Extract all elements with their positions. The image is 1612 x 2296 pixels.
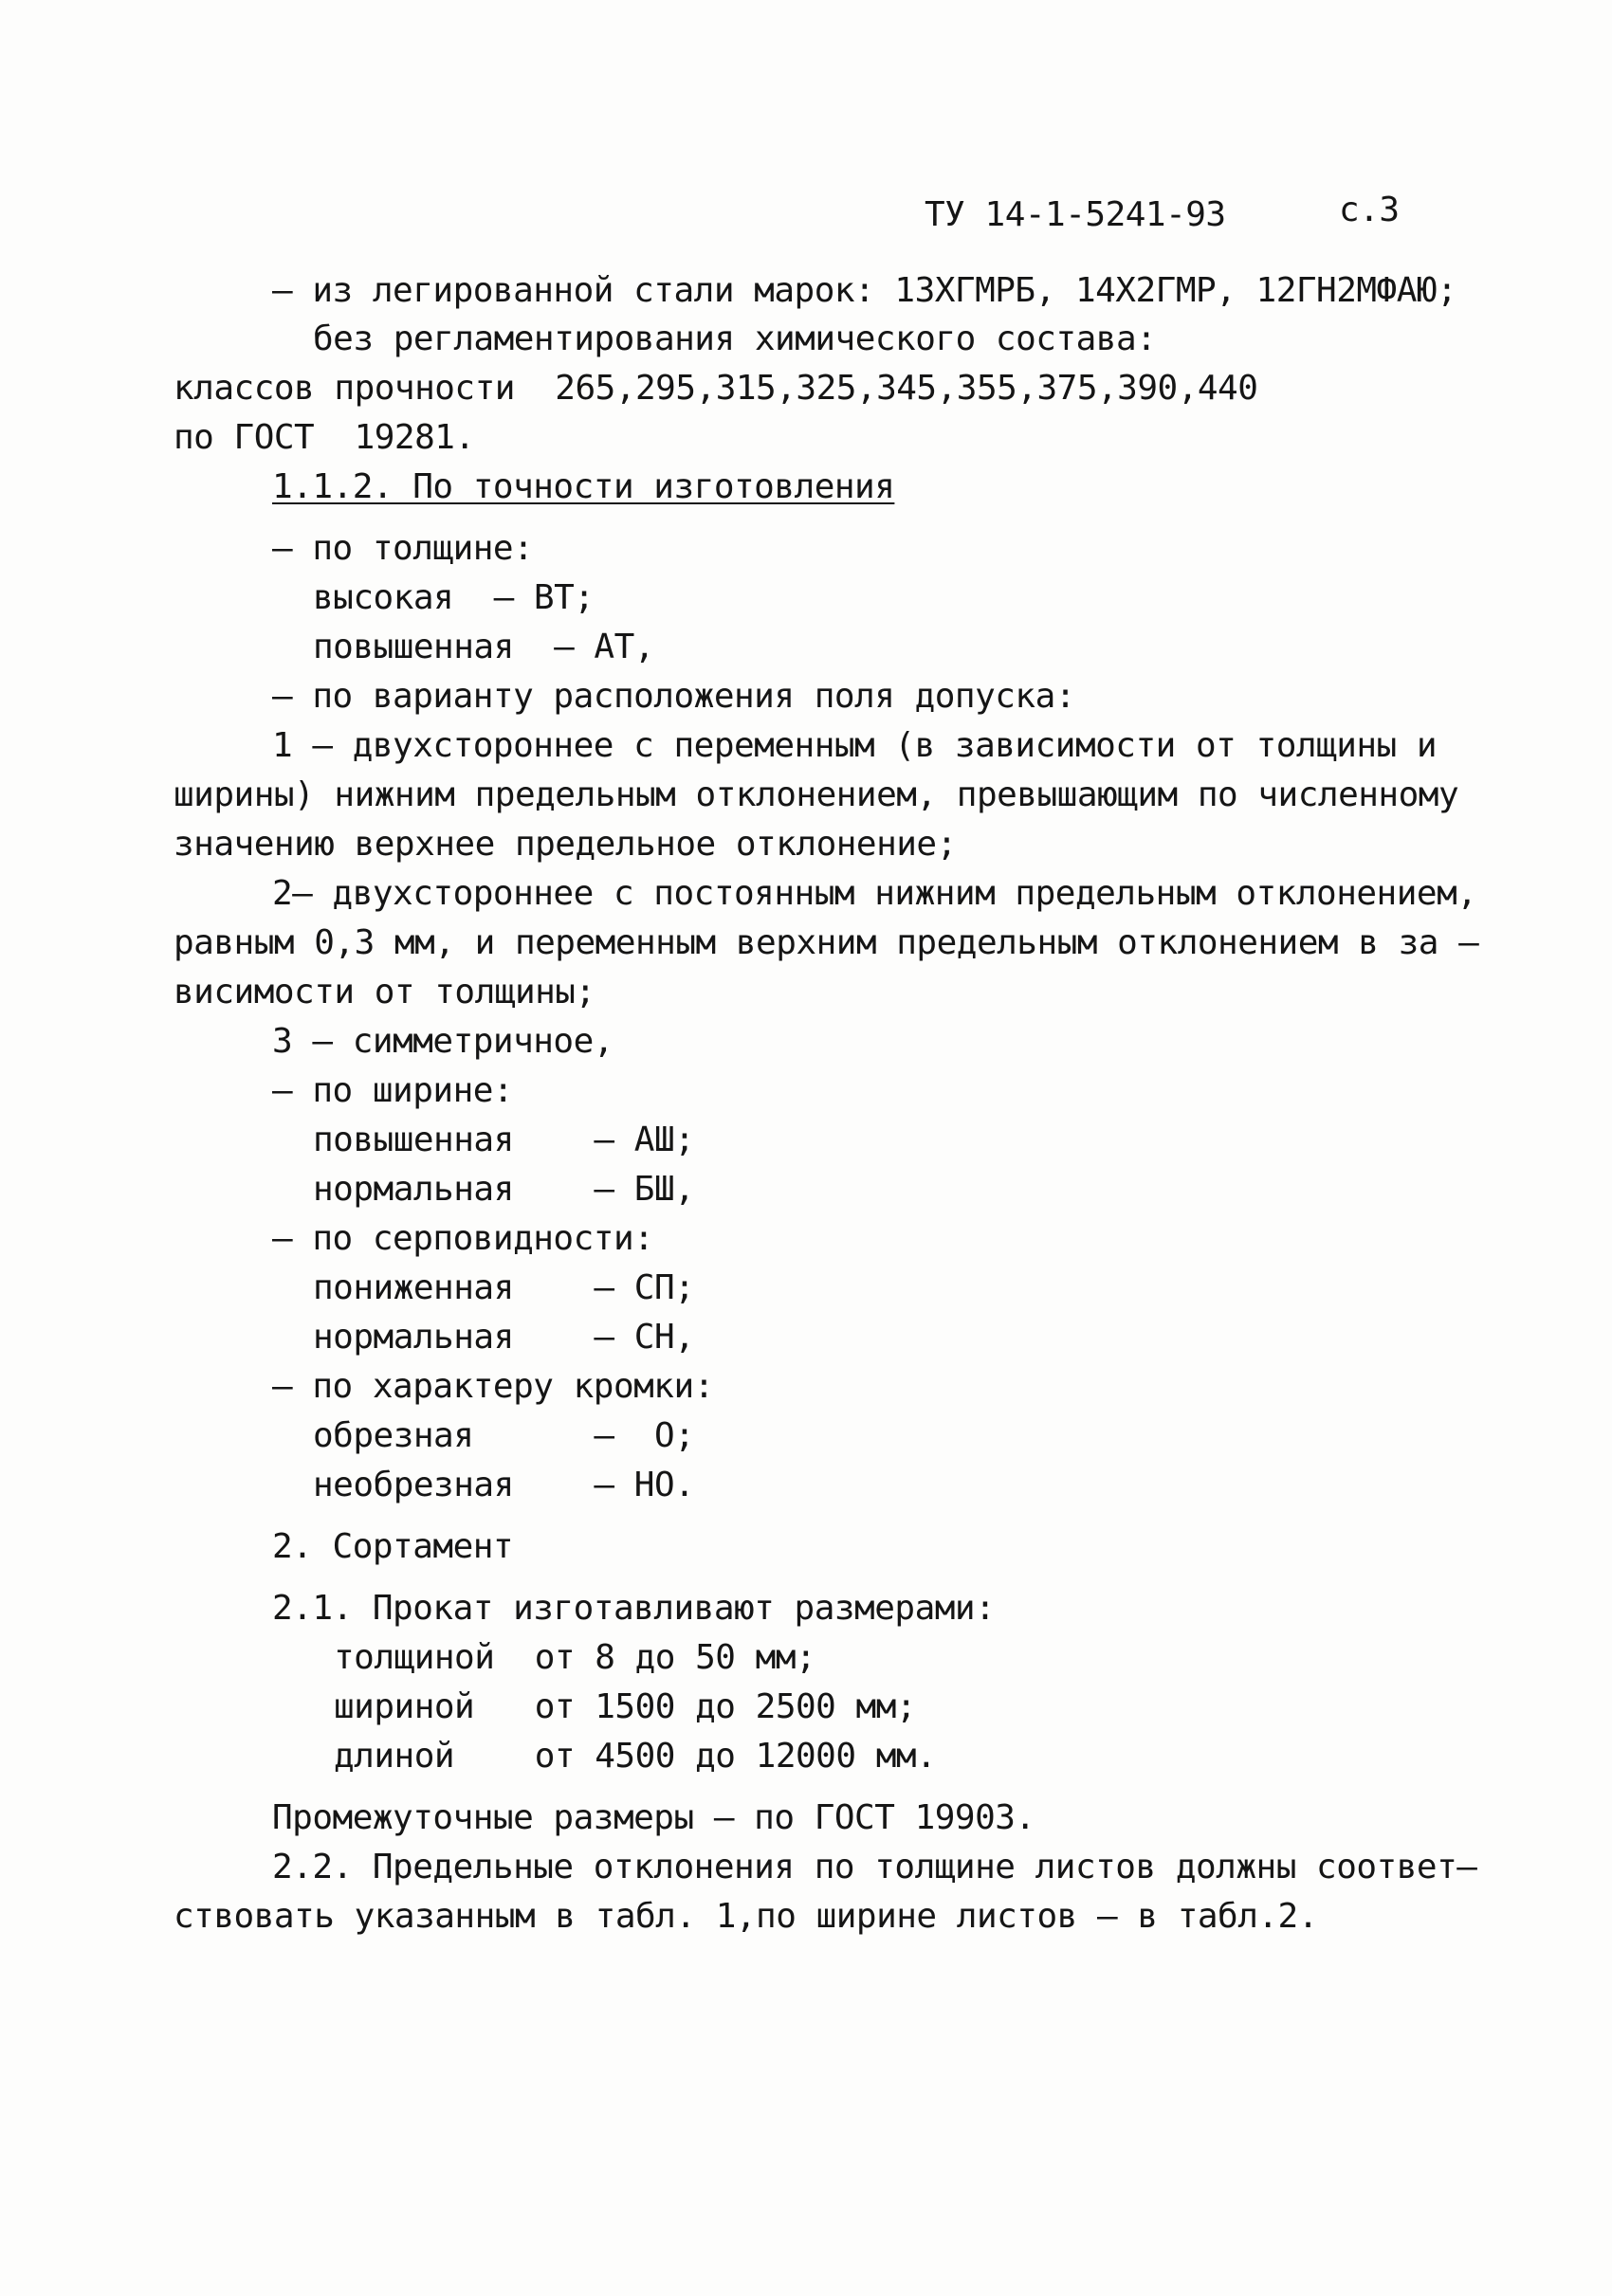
text-line: необрезная – НО. xyxy=(313,1466,695,1504)
text-line: без регламентирования химического состава: xyxy=(313,319,1157,358)
text-line: пониженная – СП; xyxy=(313,1268,695,1307)
text-line: толщиной от 8 до 50 мм; xyxy=(334,1638,816,1677)
text-line: 3 – симметричное, xyxy=(272,1022,614,1061)
text-line: 2.2. Предельные отклонения по толщине листов должны соответ– xyxy=(272,1848,1477,1886)
page-number: с.3 xyxy=(1339,191,1400,229)
text-line: шириной от 1500 до 2500 мм; xyxy=(334,1687,917,1726)
text-line: ствовать указанным в табл. 1,по ширине листов – в табл.2. xyxy=(174,1897,1318,1936)
text-line: – по серповидности: xyxy=(272,1219,654,1258)
text-line: – по варианту расположения поля допуска: xyxy=(272,677,1075,716)
text-line: 2– двухстороннее с постоянным нижним предельным отклонением, xyxy=(272,874,1477,913)
text-line: значению верхнее предельное отклонение; xyxy=(174,825,957,864)
text-line: – по характеру кромки: xyxy=(272,1367,714,1406)
text-line: – по толщине: xyxy=(272,529,534,568)
text-line: Промежуточные размеры – по ГОСТ 19903. xyxy=(272,1798,1035,1837)
text-line: 2.1. Прокат изготавливают размерами: xyxy=(272,1589,996,1628)
text-line: обрезная – О; xyxy=(313,1416,695,1455)
text-line: классов прочности 265,295,315,325,345,355,375,390,440 xyxy=(174,369,1258,408)
text-line: повышенная – АТ, xyxy=(313,628,654,666)
text-line: по ГОСТ 19281. xyxy=(174,418,475,457)
section-heading: 1.1.2. По точности изготовления xyxy=(272,467,895,506)
section-heading: 2. Сортамент xyxy=(272,1527,514,1566)
text-line: повышенная – АШ; xyxy=(313,1121,695,1159)
document-code: ТУ 14-1-5241-93 xyxy=(925,195,1226,234)
text-line: – из легированной стали марок: 13ХГМРБ, 14Х2ГМР, 12ГН2МФАЮ; xyxy=(272,271,1457,310)
text-line: равным 0,3 мм, и переменным верхним предельным отклонением в за – xyxy=(174,923,1479,962)
text-line: длиной от 4500 до 12000 мм. xyxy=(334,1737,937,1776)
text-line: нормальная – БШ, xyxy=(313,1170,695,1209)
text-line: 1 – двухстороннее с переменным (в зависимости от толщины и xyxy=(272,726,1438,765)
text-line: – по ширине: xyxy=(272,1071,514,1110)
text-line: нормальная – СН, xyxy=(313,1318,695,1357)
text-line: висимости от толщины; xyxy=(174,973,595,1011)
text-line: высокая – ВТ; xyxy=(313,578,595,617)
text-line: ширины) нижним предельным отклонением, превышающим по численному xyxy=(174,775,1459,814)
